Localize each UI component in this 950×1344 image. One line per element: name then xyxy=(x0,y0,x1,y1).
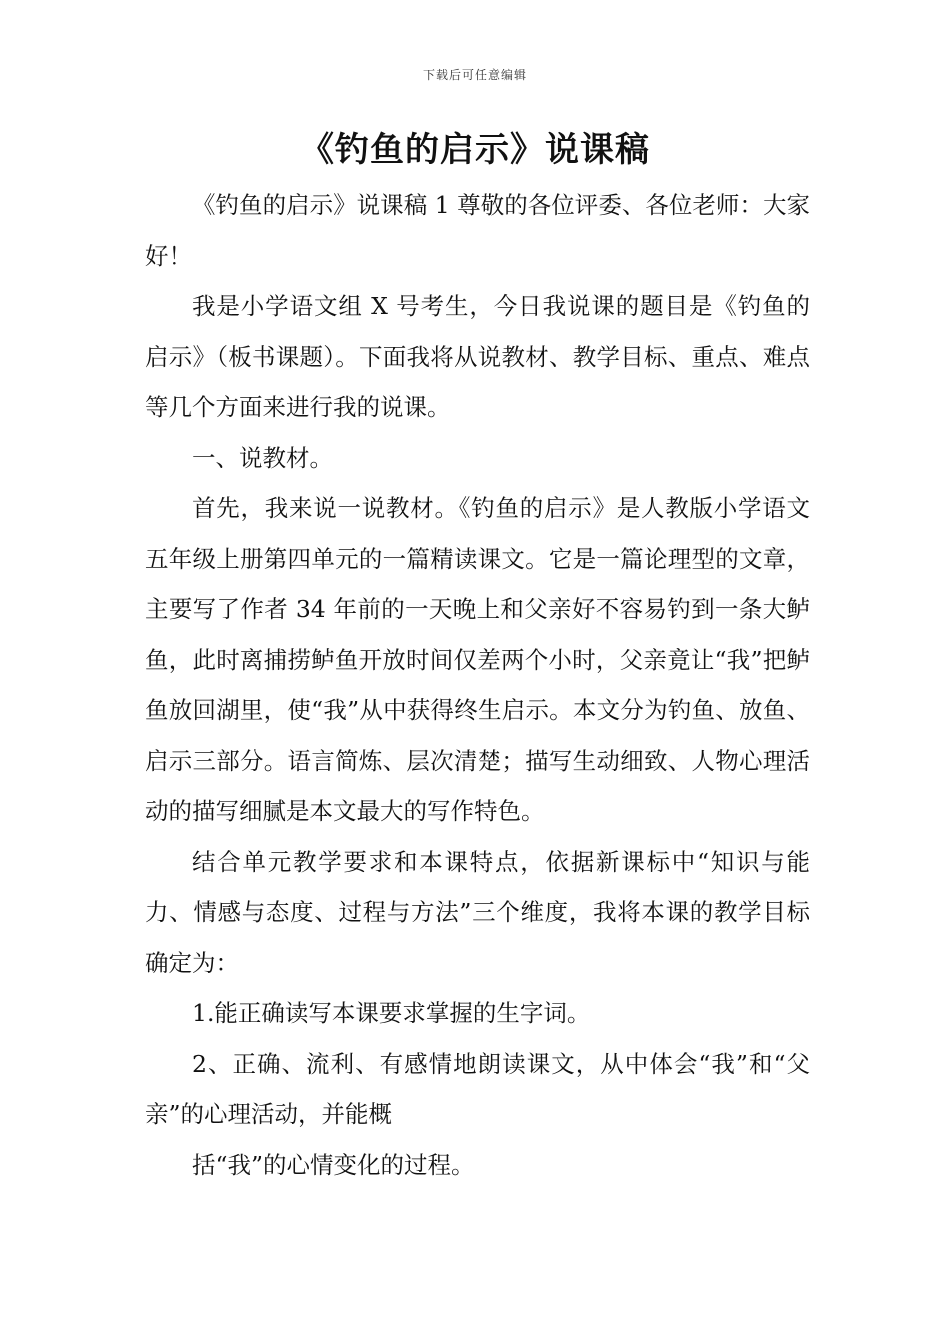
paragraph-goal-2-continued: 括“我”的心情变化的过程。 xyxy=(192,1150,475,1179)
paragraph-textbook-analysis: 首先，我来说一说教材。《钓鱼的启示》是人教版小学语文五年级上册第四单元的一篇精读课文。它是一篇论理型的文章，主要写了作者 34 年前的一天晚上和父亲好不容易钓到一条大鲈鱼，此时离捕捞鲈鱼开放时间仅差两个小时，父亲竟让“我”把鲈鱼放回湖里，使“我”从中获得终生启示。本文分为钓鱼、放鱼、启示三部分。语言简炼、层次清楚；描写生动细致、人物心理活动的描写细腻是本文最大的写作特色。 xyxy=(145,494,810,825)
paragraph-teaching-goals-intro: 结合单元教学要求和本课特点，依据新课标中“知识与能力、情感与态度、过程与方法”三个维度，我将本课的教学目标确定为： xyxy=(145,847,810,977)
paragraph-goal-1: 1.能正确读写本课要求掌握的生字词。 xyxy=(192,999,591,1027)
document-body xyxy=(145,180,810,1190)
document-title: 《钓鱼的启示》说课稿 xyxy=(300,130,650,170)
paragraph-introduction: 我是小学语文组 X 号考生，今日我说课的题目是《钓鱼的启示》（板书课题）。下面我将从说教材、教学目标、重点、难点等几个方面来进行我的说课。 xyxy=(145,292,810,421)
paragraph-greeting: 《钓鱼的启示》说课稿 1 尊敬的各位评委、各位老师：大家好！ xyxy=(145,191,810,270)
paragraph-section-heading: 一、说教材。 xyxy=(192,443,333,472)
paragraph-goal-2: 2、正确、流利、有感情地朗读课文，从中体会“我”和“父亲”的心理活动，并能概 xyxy=(145,1049,810,1128)
page-header-note: 下载后可任意编辑 xyxy=(422,68,527,82)
